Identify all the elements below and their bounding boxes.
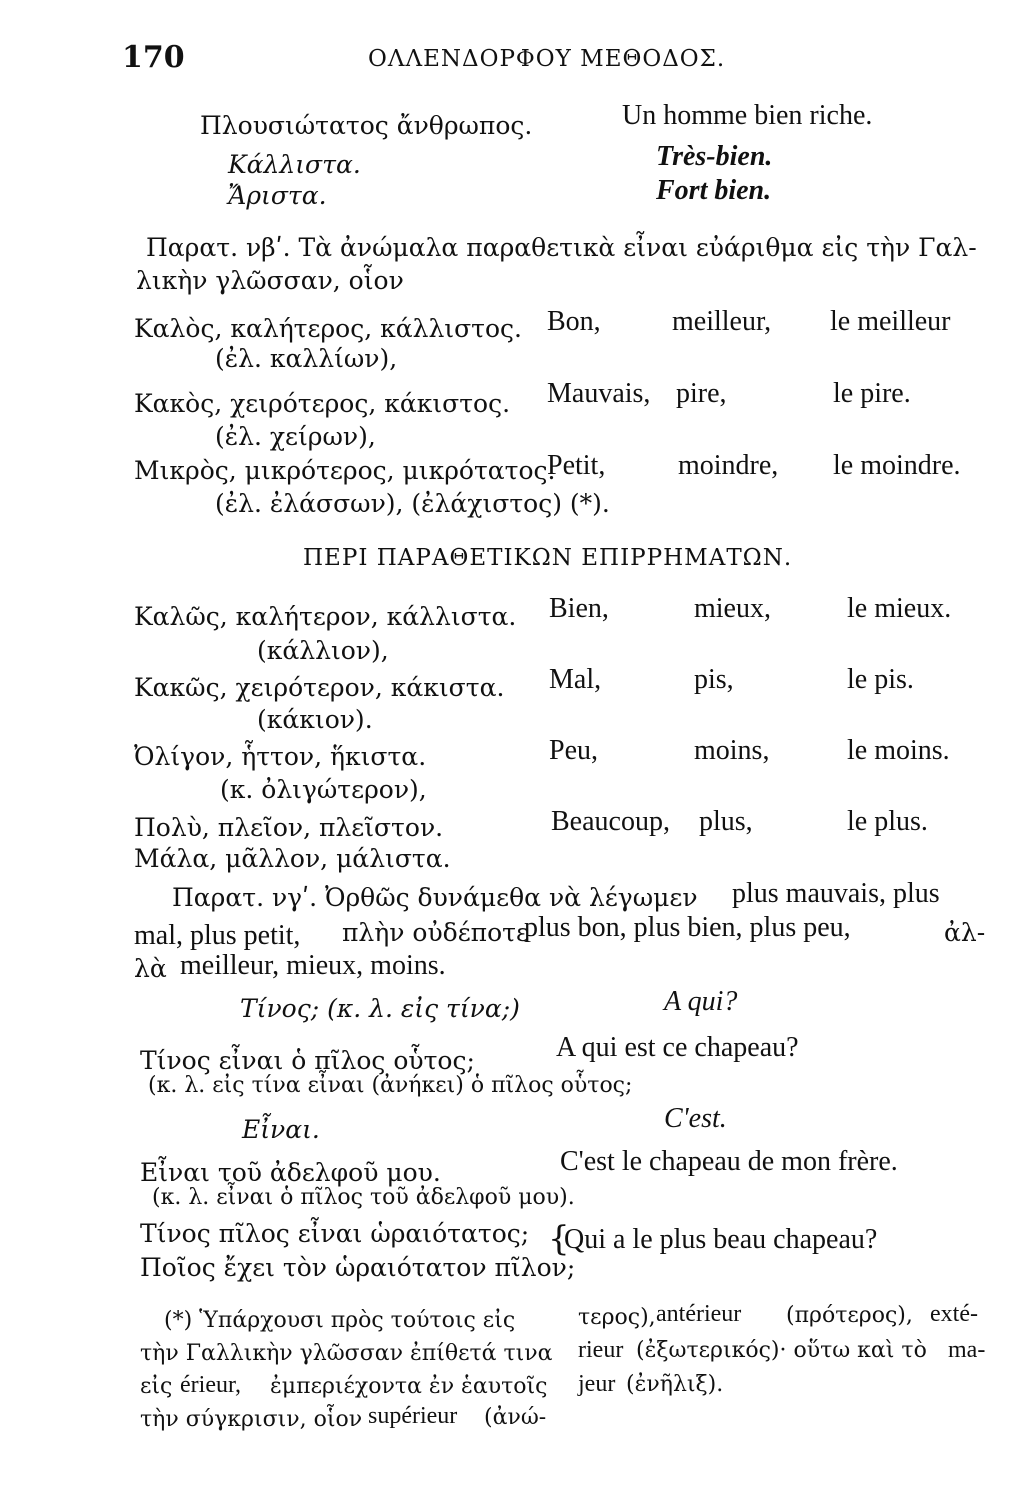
question-greek: Τίνος εἶναι ὁ πῖλος οὗτος; [140, 1046, 475, 1075]
adjective-positive-2: Mauvais, [547, 378, 651, 409]
footnote-right-line-1-c: (πρότερος), [786, 1303, 913, 1328]
footnote-right-line-2-a: rieur [578, 1337, 624, 1363]
adverb-positive-1: Bien, [549, 593, 609, 624]
question-2-french: Qui a le plus beau chapeau? [564, 1224, 878, 1255]
page-number: 170 [122, 40, 185, 75]
remark-2-line-1-french: plus mauvais, plus [732, 878, 940, 909]
adjective-greek-3: Μικρὸς, μικρότερος, μικρότατος. [134, 456, 556, 485]
adjective-positive-1: Bon, [547, 306, 601, 337]
adverb-comparative-1: mieux, [694, 593, 771, 624]
adjective-comparative-3: moindre, [678, 450, 779, 481]
brace-mark: { [548, 1219, 570, 1259]
answer-french: C'est le chapeau de mon frère. [560, 1146, 898, 1177]
adjective-superlative-3: le moindre. [833, 450, 961, 481]
adverb-greek-1: Καλῶς, καλήτερον, κάλλιστα. [134, 602, 517, 631]
footnote-left-line-4-c: (ἀνώ- [484, 1405, 547, 1430]
footnote-left-line-3-a: εἰς [140, 1374, 173, 1399]
footnote-right-line-1-d: exté- [930, 1301, 978, 1327]
footnote-right-line-2-c: ma- [948, 1337, 986, 1363]
answer-greek-paraphrase: (κ. λ. εἶναι ὁ πῖλος τοῦ ἀδελφοῦ μου). [152, 1185, 575, 1210]
intro-greek-2: Κάλλιστα. [228, 150, 361, 179]
footnote-right-line-2-b: (ἐξωτερικός)· οὕτω καὶ τὸ [636, 1338, 927, 1363]
footnote-left-line-3-c: ἐμπεριέχοντα ἐν ἑαυτοῖς [270, 1374, 548, 1399]
remark-2-line-3-greek: λὰ [134, 954, 167, 983]
adjective-greek-sub-1: (ἐλ. καλλίων), [215, 344, 398, 373]
adjective-superlative-1: le meilleur [830, 306, 951, 337]
footnote-left-line-4-b: supérieur [368, 1403, 458, 1429]
adverb-greek-sub-2: (κάκιον). [257, 705, 373, 734]
adjective-greek-1: Καλὸς, καλήτερος, κάλλιστος. [134, 314, 523, 343]
adjective-comparative-2: pire, [676, 378, 727, 409]
adverb-superlative-4: le plus. [847, 806, 928, 837]
adverb-positive-2: Mal, [549, 664, 602, 695]
adjective-comparative-1: meilleur, [672, 306, 772, 337]
question-2-greek-1: Τίνος πῖλος εἶναι ὡραιότατος; [140, 1219, 530, 1248]
intro-french-2: Très-bien. [656, 141, 773, 172]
footnote-left-line-2: τὴν Γαλλικὴν γλῶσσαν ἐπίθετά τινα [140, 1341, 553, 1366]
remark-2-line-2-greek-a: πλὴν οὐδέποτε [342, 918, 529, 947]
question-french: A qui est ce chapeau? [556, 1032, 799, 1063]
remark-2-line-2-french-b: plus bon, plus bien, plus peu, [524, 912, 851, 943]
remark-2-line-1-greek: Παρατ. νγʹ. Ὀρθῶς δυνάμεθα νὰ λέγωμεν [172, 883, 698, 912]
footnote-right-line-1-b: antérieur [656, 1301, 742, 1327]
adverb-greek-4: Πολὺ, πλεῖον, πλεῖστον. [134, 813, 444, 842]
adverb-greek-sub-1: (κάλλιον), [257, 636, 389, 665]
question-greek-paraphrase: (κ. λ. εἰς τίνα εἶναι (ἀνήκει) ὁ πῖλος οὗτος; [148, 1073, 633, 1098]
adverb-comparative-3: moins, [694, 735, 770, 766]
adverb-greek-5: Μάλα, μᾶλλον, μάλιστα. [134, 844, 451, 873]
footnote-right-line-3-b: (ἐνῆλιξ). [626, 1372, 724, 1397]
remark-2-line-3-french: meilleur, mieux, moins. [180, 950, 446, 981]
footnote-right-line-1-a: τερος), [578, 1305, 656, 1330]
remark-2-line-2-french-a: mal, plus petit, [134, 920, 301, 951]
adjective-greek-sub-3: (ἐλ. ἐλάσσων), (ἐλάχιστος) (*). [215, 489, 610, 518]
adverb-superlative-1: le mieux. [847, 593, 952, 624]
adverb-superlative-3: le moins. [847, 735, 950, 766]
intro-french-3: Fort bien. [656, 175, 772, 206]
adverb-comparative-2: pis, [694, 664, 734, 695]
footnote-left-line-4-a: τὴν σύγκρισιν, οἷον [140, 1407, 363, 1432]
footnote-left-line-3-b: érieur, [180, 1372, 241, 1398]
adjective-greek-2: Κακὸς, χειρότερος, κάκιστος. [134, 389, 511, 418]
adjective-positive-3: Petit, [547, 450, 606, 481]
adverb-greek-sub-3: (κ. ὀλιγώτερον), [220, 775, 427, 804]
adverb-positive-3: Peu, [549, 735, 598, 766]
question-heading-greek: Τίνος; (κ. λ. εἰς τίνα;) [240, 994, 520, 1023]
adverb-greek-2: Κακῶς, χειρότερον, κάκιστα. [134, 673, 505, 702]
answer-heading-greek: Εἶναι. [242, 1115, 320, 1144]
footnote-right-line-3-a: jeur [578, 1371, 616, 1397]
remark-1-line-2: λικὴν γλῶσσαν, οἷον [136, 266, 404, 295]
answer-greek: Εἶναι τοῦ ἀδελφοῦ μου. [140, 1158, 441, 1187]
intro-greek-3: Ἄριστα. [228, 181, 327, 210]
footnote-left-line-1: (*) Ὑπάρχουσι πρὸς τούτοις εἰς [164, 1308, 516, 1333]
section-title: ΠΕΡΙ ΠΑΡΑΘΕΤΙΚΩΝ ΕΠΙΡΡΗΜΑΤΩΝ. [303, 545, 793, 571]
remark-2-line-2-greek-b: ἀλ- [944, 918, 986, 947]
question-2-greek-2: Ποῖος ἔχει τὸν ὡραιότατον πῖλον; [140, 1253, 576, 1282]
adverb-comparative-4: plus, [699, 806, 753, 837]
adjective-greek-sub-2: (ἐλ. χείρων), [215, 422, 376, 451]
adverb-greek-3: Ὀλίγον, ἧττον, ἥκιστα. [134, 742, 427, 771]
running-title: ΟΛΛΕΝΔΟΡΦΟΥ ΜΕΘΟΔΟΣ. [368, 46, 726, 72]
intro-french-1: Un homme bien riche. [622, 100, 873, 131]
adverb-superlative-2: le pis. [847, 664, 914, 695]
answer-heading-french: C'est. [664, 1103, 727, 1134]
adverb-positive-4: Beaucoup, [551, 806, 670, 837]
intro-greek-1: Πλουσιώτατος ἄνθρωπος. [200, 111, 533, 140]
remark-1-line-1: Παρατ. νβʹ. Τὰ ἀνώμαλα παραθετικὰ εἶναι εὐάριθμα εἰς τὴν Γαλ- [146, 233, 977, 262]
adjective-superlative-2: le pire. [833, 378, 911, 409]
question-heading-french: A qui? [664, 986, 738, 1017]
